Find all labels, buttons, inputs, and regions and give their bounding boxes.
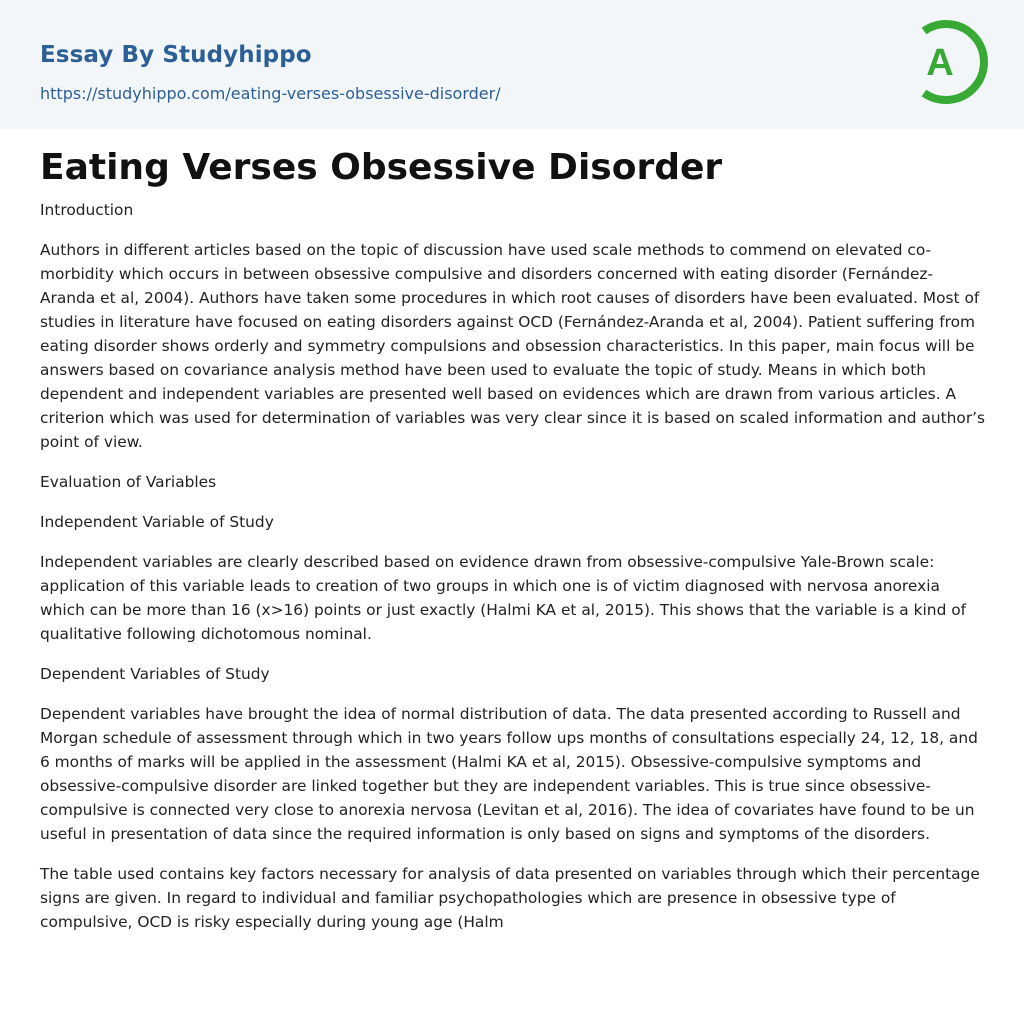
site-header [0,0,1024,129]
article-title: Eating Verses Obsessive Disorder [40,147,723,188]
paragraph-table-discussion: The table used contains key factors necessary for analysis of data presented on variables through which their percentage signs are given. In regard to individual and familiar psychopathologies which are presence in obsessive type of compulsive, OCD is risky especially during young age (Halm [40,865,980,931]
section-heading-evaluation: Evaluation of Variables [40,473,217,491]
site-brand[interactable]: Essay By Studyhippo [40,42,312,68]
section-heading-dependent-variables: Dependent Variables of Study [40,665,270,683]
paragraph-independent-variable-body: Independent variables are clearly described based on evidence drawn from obsessive-compulsive Yale-Brown scale: application of this variable leads to creation of two groups in which one is of victim diagnosed with nervosa anorexia which can be more than 16 (x>16) points or just exactly (Halmi KA et al, 2015). This shows that the variable is a kind of qualitative following dichotomous nominal. [40,553,967,643]
logo-letter: A [926,42,954,84]
paragraph-introduction-body: Authors in different articles based on the topic of discussion have used scale methods to commend on elevated co-morbidity which occurs in between obsessive compulsive and disorders concerned with eating disorder (Fernández-Aranda et al, 2004). Authors have taken some procedures in which root causes of disorders have been evaluated. Most of studies in literature have focused on eating disorders against OCD (Fernández-Aranda et al, 2004). Patient suffering from eating disorder shows orderly and symmetry compulsions and obsession characteristics. In this paper, main focus will be answers based on covariance analysis method have been used to evaluate the topic of study. Means in which both dependent and independent variables are presented well based on evidences which are drawn from various articles. A criterion which was used for determination of variables was very clear since it is based on scaled information and author’s point of view. [40,241,986,451]
section-heading-introduction: Introduction [40,201,134,219]
section-heading-independent-variable: Independent Variable of Study [40,513,274,531]
source-url-link[interactable]: https://studyhippo.com/eating-verses-obsessive-disorder/ [40,84,501,103]
article [40,143,986,934]
studyhippo-logo-icon[interactable] [906,18,988,106]
paragraph-dependent-variables-body: Dependent variables have brought the idea of normal distribution of data. The data presented according to Russell and Morgan schedule of assessment through which in two years follow ups months of consultations especially 24, 12, 18, and 6 months of marks will be applied in the assessment (Halmi KA et al, 2015). Obsessive-compulsive symptoms and obsessive-compulsive disorder are linked together but they are independent variables. This is true since obsessive- compulsive is connected very close to anorexia nervosa (Levitan et al, 2016). The idea of covariates have found to be un useful in presentation of data since the required information is only based on signs and symptoms of the disorders. [40,705,978,843]
